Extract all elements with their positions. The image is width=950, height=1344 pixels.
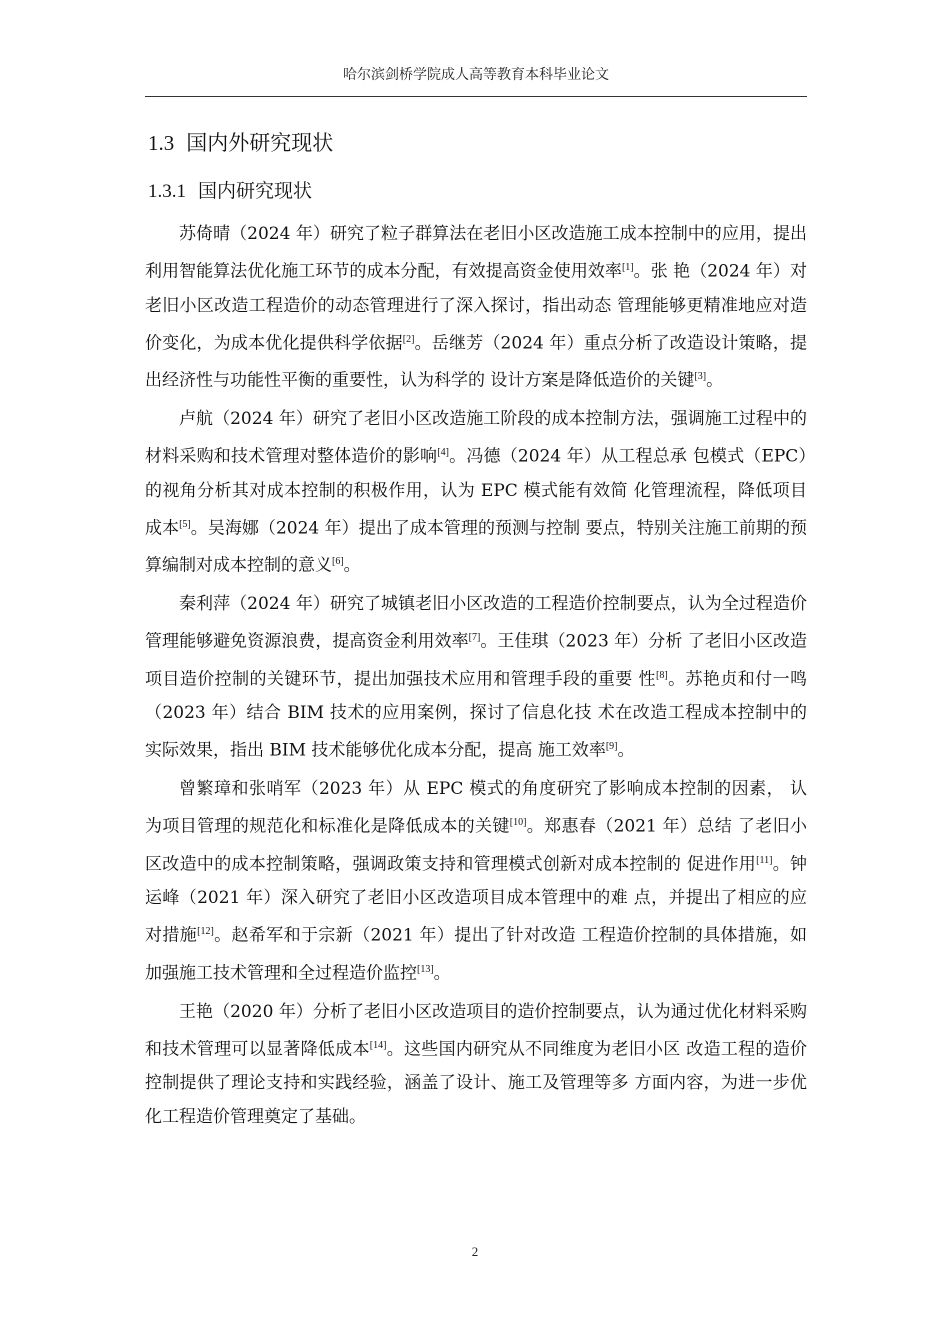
paragraph: 王艳（2020 年）分析了老旧小区改造项目的造价控制要点，认为通过优化材料采购和技术管理可以显著降低成本[14]。这些国内研究从不同维度为老旧小区 改造工程的造价控制提供了理论支持和实践经验，涵盖了设计、施工及管理等多 方面内容，为进一步优化工程造价管理奠定了基础。 bbox=[145, 1001, 808, 1128]
section-heading bbox=[148, 127, 333, 157]
citation-marker: [14] bbox=[369, 1039, 387, 1051]
subsection-heading bbox=[148, 176, 312, 203]
header-divider bbox=[145, 96, 807, 97]
running-header: 哈尔滨剑桥学院成人高等教育本科毕业论文 bbox=[343, 67, 609, 83]
citation-marker: [2] bbox=[402, 333, 415, 345]
paragraph: 秦利萍（2024 年）研究了城镇老旧小区改造的工程造价控制要点，认为全过程造价管理能够避免资源浪费，提高资金利用效率[7]。王佳琪（2023 年）分析 了老旧小区改造项目造价控制的关键环节，提出加强技术应用和管理手段的重要 性[8]。苏艳贞和付一鸣（2023 年）结合 BIM 技术的应用案例，探讨了信息化技 术在改造工程成本控制中的实际效果，指出 BIM 技术能够优化成本分配，提高 施工效率[9]。 bbox=[145, 593, 808, 761]
citation-marker: [8] bbox=[655, 669, 668, 681]
citation-marker: [7] bbox=[468, 631, 481, 643]
citation-marker: [4] bbox=[437, 446, 449, 458]
body-text bbox=[145, 217, 807, 1138]
paragraph: 卢航（2024 年）研究了老旧小区改造施工阶段的成本控制方法，强调施工过程中的材料采购和技术管理对整体造价的影响[4]。冯德（2024 年）从工程总承 包模式（EPC）的视角分析其对成本控制的积极作用，认为 EPC 模式能有效简 化管理流程，降低项目成本[5]。吴海娜（2024 年）提出了成本管理的预测与控制 要点，特别关注施工前期的预算编制对成本控制的意义[6]。 bbox=[145, 408, 808, 576]
subsection-title: 国内研究现状 bbox=[198, 180, 313, 202]
citation-marker: [12] bbox=[197, 926, 214, 938]
paragraph: 曾繁璋和张哨军（2023 年）从 EPC 模式的角度研究了影响成本控制的因素， 认为项目管理的规范化和标准化是降低成本的关键[10]。郑惠春（2021 年）总结 了老旧小区改造中的成本控制策略，强调政策支持和管理模式创新对成本控制的 促进作用[11]。钟运峰（2021 年）深入研究了老旧小区改造项目成本管理中的难 点，并提出了相应的应对措施[12]。赵希军和于宗新（2021 年）提出了针对改造 工程造价控制的具体措施，如加强施工技术管理和全过程造价监控[13]。 bbox=[145, 778, 808, 984]
citation-marker: [10] bbox=[509, 816, 527, 828]
citation-marker: [1] bbox=[621, 262, 634, 273]
subsection-number: 1.3.1 bbox=[148, 181, 186, 202]
citation-marker: [3] bbox=[694, 371, 707, 383]
citation-marker: [11] bbox=[756, 854, 773, 866]
section-title: 国内外研究现状 bbox=[186, 131, 334, 155]
paragraph: 苏倚晴（2024 年）研究了粒子群算法在老旧小区改造施工成本控制中的应用，提出利用智能算法优化施工环节的成本分配，有效提高资金使用效率[1]。张 艳（2024 年）对老旧小区改造工程造价的动态管理进行了深入探讨，指出动态 管理能够更精准地应对造价变化，为成本优化提供科学依据[2]。岳继芳（2024 年）重点分析了改造设计策略，提出经济性与功能性平衡的重要性，认为科学的 设计方案是降低造价的关键[3]。 bbox=[145, 224, 808, 391]
page-number: 2 bbox=[471, 1244, 479, 1259]
citation-marker: [13] bbox=[417, 963, 434, 975]
citation-marker: [6] bbox=[332, 556, 344, 568]
citation-marker: [9] bbox=[605, 741, 618, 753]
citation-marker: [5] bbox=[179, 518, 191, 530]
section-number: 1.3 bbox=[148, 131, 175, 155]
